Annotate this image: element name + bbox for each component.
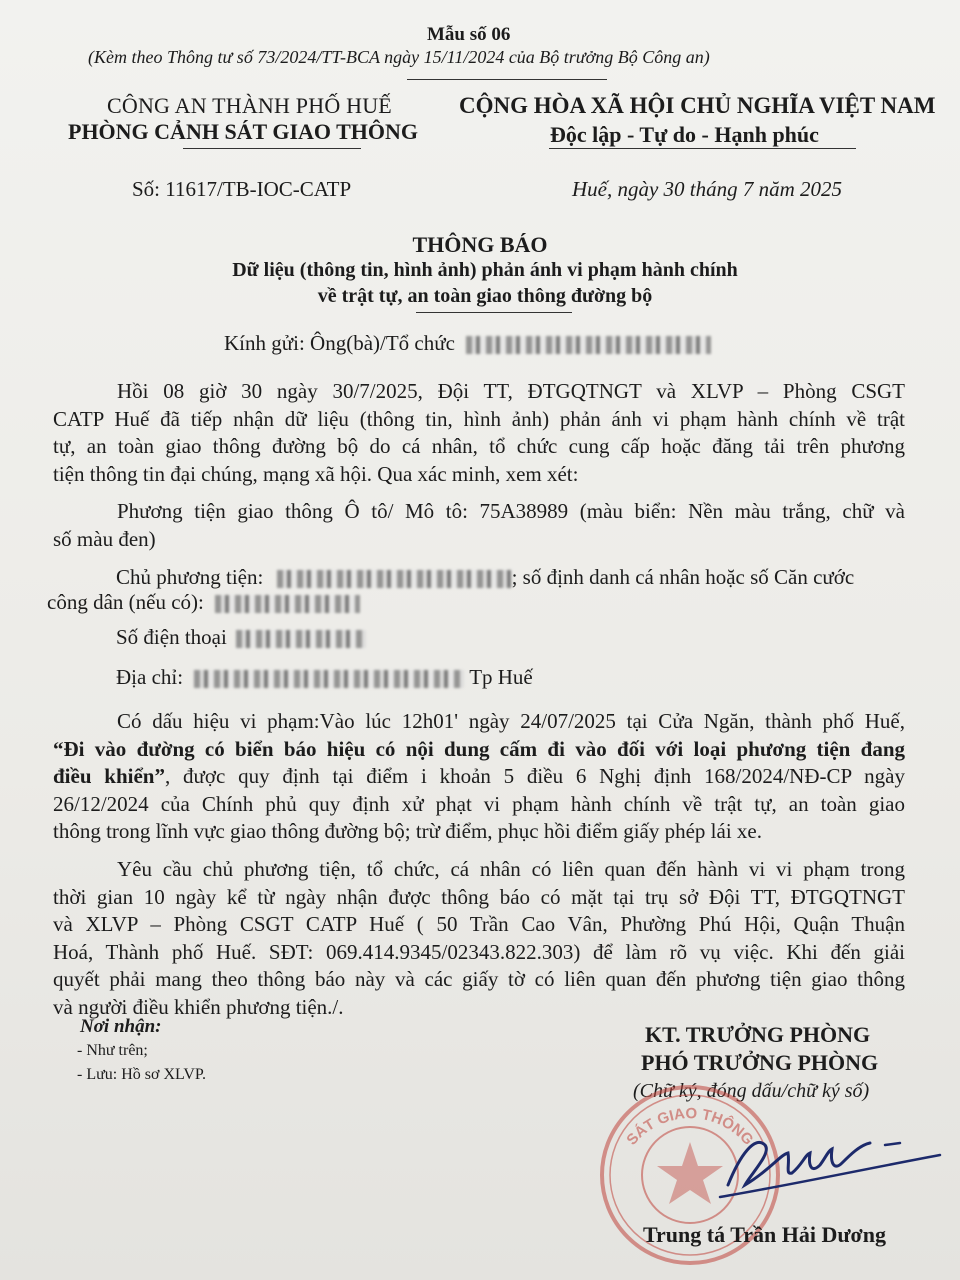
signature-position: PHÓ TRƯỞNG PHÒNG [641,1050,879,1075]
violation-bold-text: điều khiển” [53,764,165,788]
phone-label: Số điện thoại [116,625,227,649]
issuing-agency: CÔNG AN THÀNH PHỐ HUẾ [107,93,392,118]
recipients-title: Nơi nhận: [80,1016,162,1037]
intro-paragraph [53,378,905,488]
document-subtitle: Dữ liệu (thông tin, hình ảnh) phản ánh vi phạm hành chính [232,259,738,281]
redacted-phone [236,630,366,648]
address-suffix: Tp Huế [469,665,533,689]
recipient-item: - Như trên; [77,1042,148,1059]
paragraph-line: và XLVP – Phòng CSGT CATP Huế ( 50 Trần Cao Vân, Phường Phú Hội, Quận Thuận [53,912,905,936]
paragraph-line: thông trong lĩnh vực giao thông đường bộ; trừ điểm, phục hồi điểm giấy phép lái xe. [53,819,762,843]
handwritten-signature-icon [710,1115,950,1205]
owner-line [116,565,854,590]
paragraph-line: thời gian 10 ngày kể từ ngày nhận được thông báo có mặt tại trụ sở Đội TT, ĐTGQTNGT [53,884,905,909]
form-number: Mẫu số 06 [427,24,511,45]
address-label: Địa chỉ: [116,665,184,689]
signature-note: (Chữ ký, đóng dấu/chữ ký số) [633,1080,870,1102]
document-title: THÔNG BÁO [412,232,548,257]
document-number: Số: 11617/TB-IOC-CATP [132,177,352,201]
national-title: CỘNG HÒA XÃ HỘI CHỦ NGHĨA VIỆT NAM [459,93,936,118]
paragraph-line: số màu đen) [53,526,156,551]
national-motto: Độc lập - Tự do - Hạnh phúc [550,122,819,147]
paragraph-line: Hoá, Thành phố Huế. SĐT: 069.414.9345/02343.822.303) để làm rõ vụ việc. Khi đến giải [53,939,905,964]
place-date: Huế, ngày 30 tháng 7 năm 2025 [572,177,843,201]
paragraph-line: Hồi 08 giờ 30 ngày 30/7/2025, Đội TT, ĐTGQTNGT và XLVP – Phòng CSGT [117,379,905,403]
divider [416,312,572,313]
paragraph-line: 26/12/2024 của Chính phủ quy định xử phạt vi phạm hành chính về trật tự, an toàn giao [53,791,905,816]
signer-name: Trung tá Trần Hải Dương [643,1222,886,1247]
recipient-line [224,331,711,356]
id-label: công dân (nếu có): [47,590,204,614]
vehicle-paragraph [53,498,905,553]
paragraph-line: tiện thông tin đại chúng, mạng xã hội. Qua xác minh, xem xét: [53,461,579,486]
document-subtitle: về trật tự, an toàn giao thông đường bộ [317,285,653,307]
paragraph-line: quyết phải mang theo thông báo này và các giấy tờ có liên quan đến phương tiện giao thông [53,967,905,991]
phone-line [116,625,366,650]
owner-suffix: ; số định danh cá nhân hoặc số Căn cước [511,565,855,589]
recipient-label: Kính gửi: Ông(bà)/Tổ chức [224,331,455,355]
issuing-department: PHÒNG CẢNH SÁT GIAO THÔNG [68,119,419,144]
recipient-item: - Lưu: Hồ sơ XLVP. [77,1066,206,1083]
divider [549,148,856,149]
paragraph-line: Có dấu hiệu vi phạm:Vào lúc 12h01' ngày 24/07/2025 tại Cửa Ngăn, thành phố Huế, [117,709,905,733]
attachment-note: (Kèm theo Thông tư số 73/2024/TT-BCA ngày 15/11/2024 của Bộ trưởng Bộ Công an) [88,47,710,67]
redacted-address [194,670,464,688]
paragraph-line [53,763,905,791]
owner-label: Chủ phương tiện: [116,565,264,589]
seal-text: SÁT GIAO THÔNG [623,1105,757,1149]
violation-paragraph [53,708,905,846]
redacted-owner [277,570,512,588]
redacted-id [215,595,360,613]
paragraph-line: Phương tiện giao thông Ô tô/ Mô tô: 75A38989 (màu biển: Nền màu trắng, chữ và [117,499,905,523]
violation-text: , được quy định tại điểm i khoản 5 điều 6 Nghị định 168/2024/NĐ-CP ngày [164,764,905,788]
paragraph-line: và người điều khiển phương tiện./. [53,994,344,1019]
signature-authority: KT. TRƯỞNG PHÒNG [645,1022,871,1047]
id-line [47,590,360,615]
divider [407,79,607,80]
paragraph-line: Yêu cầu chủ phương tiện, tổ chức, cá nhân có liên quan đến hành vi vi phạm trong [117,857,905,881]
divider [183,148,361,149]
address-line [116,665,533,690]
redacted-name [466,336,711,354]
paragraph-line: CATP Huế đã tiếp nhận dữ liệu (thông tin, hình ảnh) phản ánh vi phạm hành chính về trật [53,406,905,431]
paragraph-line: tự, an toàn giao thông đường bộ do cá nhân, tổ chức cung cấp hoặc đăng tải trên phương [53,434,905,458]
request-paragraph [53,856,905,1021]
violation-bold-line: “Đi vào đường có biển báo hiệu có nội dung cấm đi vào đối với loại phương tiện đang [53,736,905,761]
